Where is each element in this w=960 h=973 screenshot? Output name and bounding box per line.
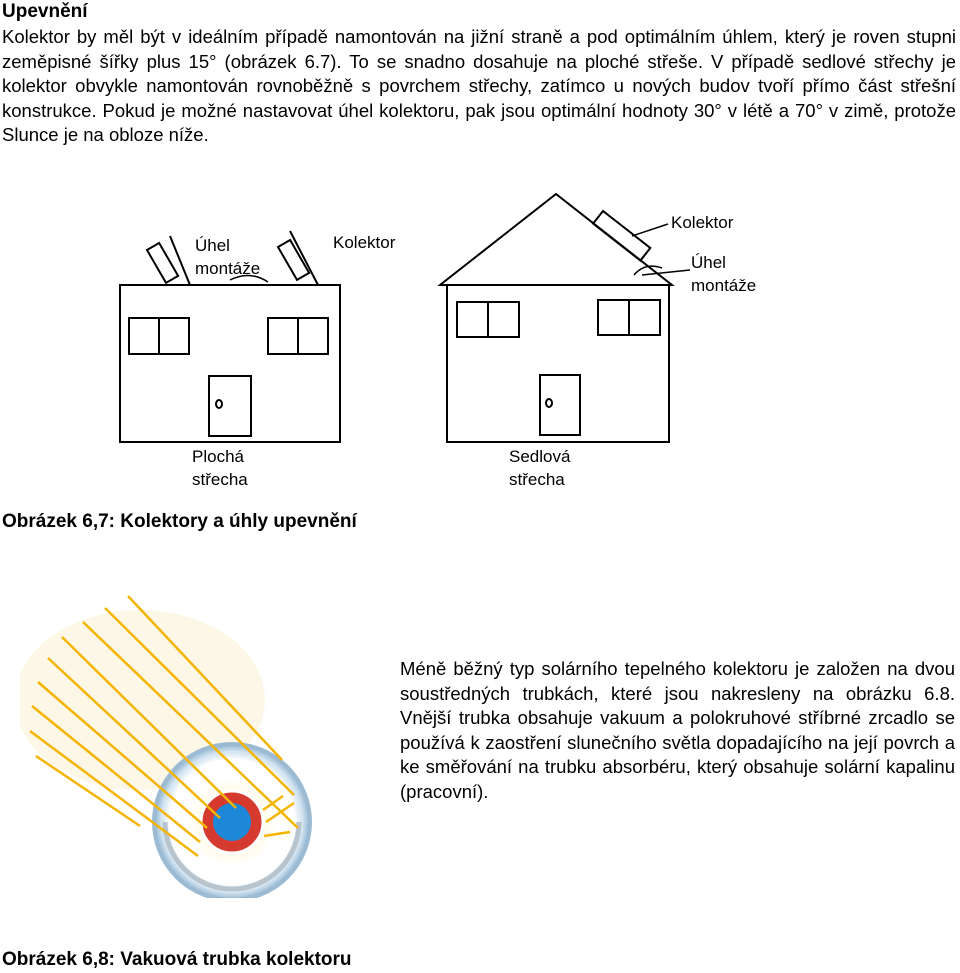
collector-2: [278, 231, 318, 285]
intro-paragraph: Kolektor by měl být v ideálním případě namontován na jižní straně a pod optimálním úhlem, který je roven stupni zeměpisné šířky plus 15° (obrázek 6.7). To se snadno dosahuje na ploché střeše. V případě sedlové střechy je kolektor obvykle namontován rovnoběžně s povrchem střechy, zatímco u nových budov tvoří přímo část střešní konstrukce. Pokud je možné nastavovat úhel kolektoru, pak jsou optimální hodnoty 30° v létě a 70° v zimě, protože Slunce je na obloze níže.: [2, 26, 956, 146]
gable-roof-name-2: střecha: [509, 470, 565, 489]
flat-roof-name-2: střecha: [192, 470, 248, 489]
figure-6-8-caption: Obrázek 6,8: Vakuová trubka kolektoru: [2, 949, 352, 970]
gable-roof-house: [440, 194, 672, 442]
gable-angle-label-1: Úhel: [691, 253, 726, 272]
section-heading: Upevnění: [2, 1, 88, 22]
door-knob: [546, 399, 552, 407]
figure-6-7-caption: Obrázek 6,7: Kolektory a úhly upevnění: [2, 511, 357, 532]
flat-roof-name-1: Plochá: [192, 447, 244, 466]
figure-vacuum-tube: [20, 588, 390, 898]
collector-gable: [593, 211, 650, 261]
flat-angle-label-1: Úhel: [195, 236, 230, 255]
gable-collector-label: Kolektor: [671, 213, 734, 232]
flat-angle-label-2: montáže: [195, 259, 261, 278]
flat-house-wall: [120, 285, 340, 442]
gable-house-wall: [447, 285, 669, 442]
collector-1: [147, 236, 190, 285]
gable-angle-label-2: montáže: [691, 276, 757, 295]
figure-collector-mounting: [0, 170, 960, 500]
door: [209, 376, 251, 436]
door-knob: [216, 400, 222, 408]
absorber-tube-inner: [213, 803, 251, 841]
gable-roof-name-1: Sedlová: [509, 447, 571, 466]
vacuum-tube-paragraph: Méně běžný typ solárního tepelného kolektoru je založen na dvou soustředných trubkách, které jsou nakresleny na obrázku 6.8. Vnější trubka obsahuje vakuum a polokruhové stříbrné zrcadlo se používá k zaostření slunečního světla dopadajícího na její povrch a ke směřování na trubku absorbéru, který obsahuje solární kapalinu (pracovní).: [400, 658, 955, 802]
flat-collector-label: Kolektor: [333, 233, 396, 252]
